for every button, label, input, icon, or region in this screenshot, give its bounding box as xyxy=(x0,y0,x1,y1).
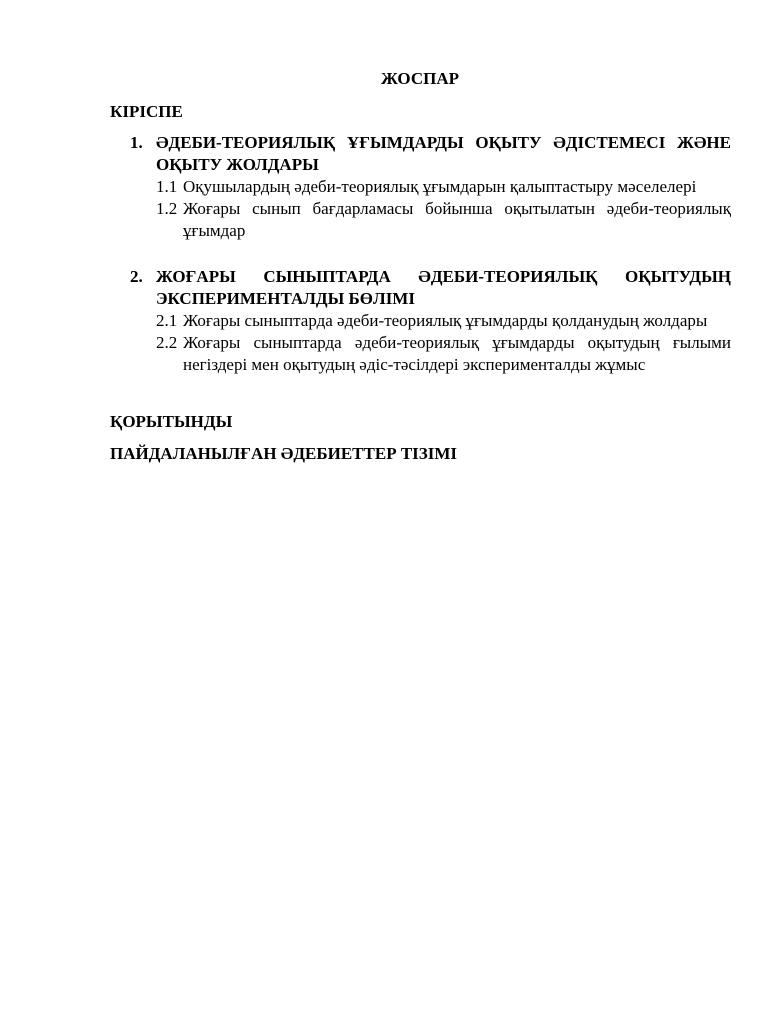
subsection-1-2 xyxy=(156,198,731,242)
section-1-title: ӘДЕБИ-ТЕОРИЯЛЫҚ ҰҒЫМДАРДЫ ОҚЫТУ ӘДІСТЕМЕСІ ЖӘНЕ ОҚЫТУ ЖОЛДАРЫ xyxy=(156,133,731,174)
page-title: ЖОСПАР xyxy=(381,69,459,88)
subsection-1-1-number: 1.1 xyxy=(156,177,178,196)
subsection-2-2-text: Жоғары сыныптарда әдеби-теориялық ұғымдарды оқытудың ғылыми негіздері мен оқытудың әдіс-тәсілдері эксперименталды жұмыс xyxy=(183,333,731,374)
subsection-2-2-number: 2.2 xyxy=(156,333,178,352)
intro-heading: КІРІСПЕ xyxy=(110,102,183,121)
subsection-1-1-text: Оқушылардың әдеби-теориялық ұғымдарын қалыптастыру мәселелері xyxy=(183,177,697,196)
conclusion-heading: ҚОРЫТЫНДЫ xyxy=(110,412,233,431)
subsection-1-1 xyxy=(156,176,731,198)
section-1-heading xyxy=(130,132,731,176)
references-heading: ПАЙДАЛАНЫЛҒАН ӘДЕБИЕТТЕР ТІЗІМІ xyxy=(110,444,458,463)
section-1 xyxy=(130,132,731,242)
section-2-title: ЖОҒАРЫ СЫНЫПТАРДА ӘДЕБИ-ТЕОРИЯЛЫҚ ОҚЫТУДЫҢ ЭКСПЕРИМЕНТАЛДЫ БӨЛІМІ xyxy=(156,267,731,308)
section-2-heading xyxy=(130,266,731,310)
subsection-2-1-text: Жоғары сыныптарда әдеби-теориялық ұғымдарды қолданудың жолдары xyxy=(183,311,708,330)
section-2 xyxy=(130,266,731,376)
subsection-2-1 xyxy=(156,310,731,332)
subsection-2-1-number: 2.1 xyxy=(156,311,178,330)
section-1-number: 1. xyxy=(130,133,143,152)
subsection-1-2-number: 1.2 xyxy=(156,199,178,218)
subsection-2-2 xyxy=(156,332,731,376)
section-2-number: 2. xyxy=(130,267,143,286)
subsection-1-2-text: Жоғары сынып бағдарламасы бойынша оқытылатын әдеби-теориялық ұғымдар xyxy=(183,199,731,240)
